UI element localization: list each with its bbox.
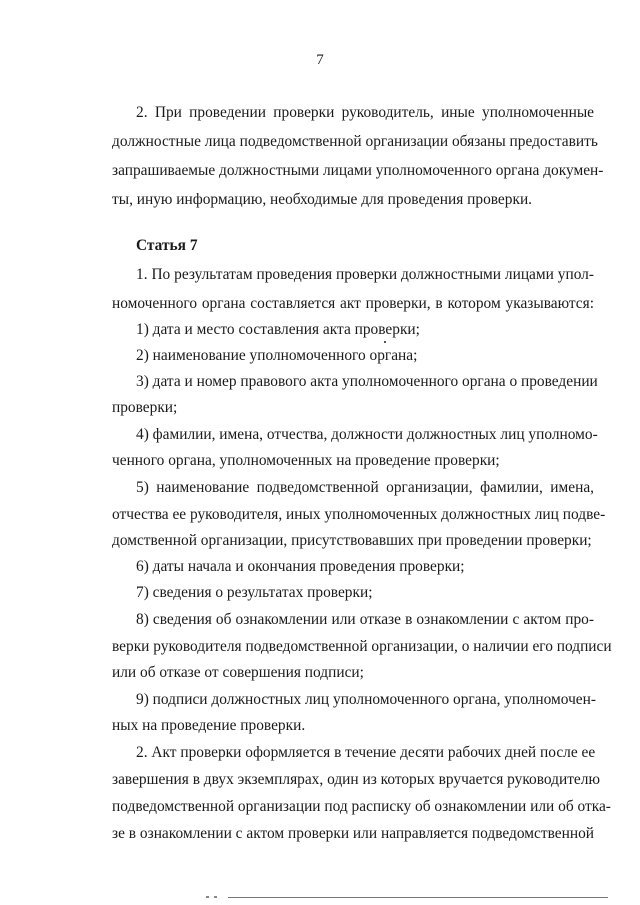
page-number: 7 [316, 52, 324, 68]
list-item: 1) дата и место составления акта проверки; [136, 321, 420, 338]
list-item: домственной организации, присутствовавших при проведении проверки; [112, 532, 592, 549]
paragraph-line: 2. Акт проверки оформляется в течение десяти рабочих дней после ее [136, 744, 596, 761]
list-item: проверки; [112, 399, 178, 416]
list-item: 9) подписи должностных лиц уполномоченного органа, уполномочен- [136, 691, 597, 708]
stray-mark [384, 341, 386, 343]
scan-edge-mark [206, 896, 209, 898]
paragraph-line: 2. При проведении проверки руководитель, иные уполномоченные [136, 104, 594, 121]
list-item: 5) наименование подведомственной организации, фамилии, имена, [136, 479, 594, 496]
list-item: отчества ее руководителя, иных уполномоченных должностных лиц подве- [112, 506, 606, 523]
article-heading: Статья 7 [136, 237, 198, 254]
paragraph-line: должностные лица подведомственной организации обязаны предоставить [112, 133, 598, 150]
paragraph-line: номоченного органа составляется акт проверки, в котором указываются: [112, 295, 594, 312]
paragraph-line: запрашиваемые должностными лицами уполномоченного органа докумен- [112, 162, 604, 179]
list-item: 7) сведения о результатах проверки; [136, 584, 373, 601]
list-item: или об отказе от совершения подписи; [112, 664, 364, 681]
list-item: верки руководителя подведомственной организации, о наличии его подписи [112, 638, 612, 655]
list-item: 3) дата и номер правового акта уполномоченного органа о проведении [136, 373, 598, 390]
scan-edge-mark [214, 896, 217, 898]
paragraph-line: ты, иную информацию, необходимые для проведения проверки. [112, 191, 533, 208]
list-item: 2) наименование уполномоченного органа; [136, 347, 418, 364]
list-item: ных на проведение проверки. [112, 717, 306, 734]
list-item: 8) сведения об ознакомлении или отказе в ознакомлении с актом про- [136, 611, 594, 628]
scan-edge-line [228, 897, 608, 898]
list-item: 4) фамилии, имена, отчества, должности должностных лиц уполномо- [136, 426, 598, 443]
paragraph-line: 1. По результатам проведения проверки должностными лицами упол- [136, 266, 594, 283]
list-item: ченного органа, уполномоченных на проведение проверки; [112, 452, 500, 469]
paragraph-line: подведомственной организации под расписку об ознакомлении или об отка- [112, 798, 611, 815]
paragraph-line: завершения в двух экземплярах, один из которых вручается руководителю [112, 771, 600, 788]
paragraph-line: зе в ознакомлении с актом проверки или направляется подведомственной [112, 825, 594, 842]
list-item: 6) даты начала и окончания проведения проверки; [136, 558, 465, 575]
